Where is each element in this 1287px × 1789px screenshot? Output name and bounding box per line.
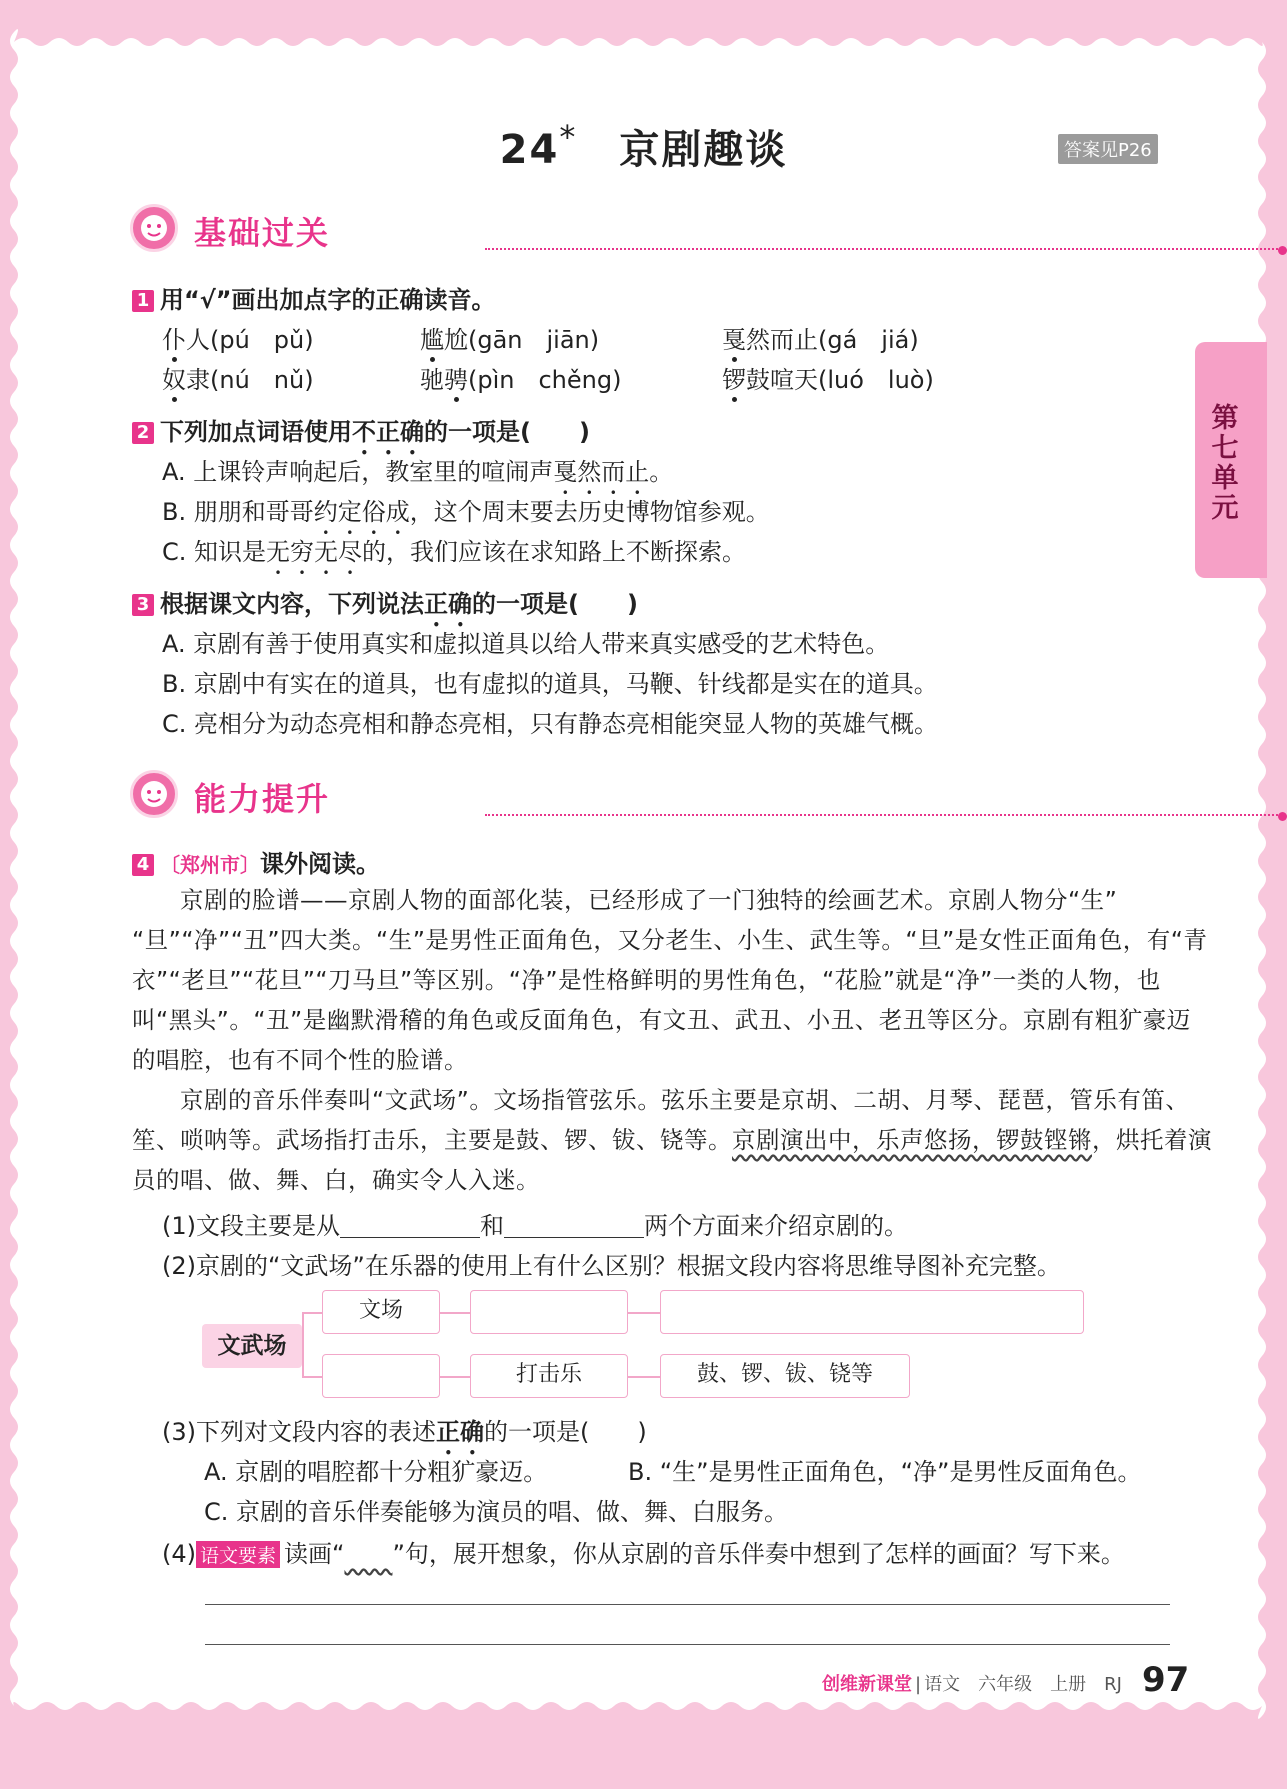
q4-sub4: (4) 语文要素 读画“ ”句，展开想象，你从京剧的音乐伴奏中想到了怎样的画面？写下来。 <box>162 1540 1125 1568</box>
section-header-basic <box>130 204 1170 256</box>
q4-sub1: (1)文段主要是从 和 两个方面来介绍京剧的。 <box>162 1212 908 1240</box>
answer-reference-badge: 答案见P26 <box>1058 134 1158 164</box>
passage-line: 叫“黑头”。“丑”是幽默滑稽的角色或反面角色，有文丑、武丑、小丑、老丑等区分。京剧有粗犷豪迈 <box>132 1006 1191 1034</box>
q1-item: 尴尬(gān jiān) <box>420 326 600 354</box>
answer-blank[interactable] <box>504 1217 644 1238</box>
q1-item: 锣鼓喧天(luó luò) <box>722 366 934 394</box>
unit-side-tab-label: 第七单元 <box>1211 403 1239 524</box>
section-header-advanced <box>130 770 1170 822</box>
answer-line[interactable] <box>205 1604 1170 1605</box>
passage-line: 笙、唢呐等。武场指打击乐，主要是鼓、锣、钹、铙等。京剧演出中，乐声悠扬，锣鼓铿锵，烘托着演 <box>132 1126 1212 1154</box>
title-text: 京剧趣谈 <box>619 127 788 173</box>
section-dots-decoration <box>1278 806 1287 825</box>
question-4-prompt: 4 〔郑州市〕课外阅读。 <box>132 844 380 879</box>
region-tag: 〔郑州市〕 <box>160 853 260 877</box>
mindmap-connector <box>302 1376 322 1378</box>
answer-line[interactable] <box>205 1644 1170 1645</box>
q4-sub3: (3)下列对文段内容的表述正确的一项是( ) <box>162 1418 647 1446</box>
element-tag: 语文要素 <box>196 1541 280 1568</box>
q2-option-a: A. 上课铃声响起后，教室里的喧闹声戛然而止。 <box>162 458 674 486</box>
passage-line: 的唱腔，也有不同个性的脸谱。 <box>132 1046 468 1074</box>
q3-option-c: C. 亮相分为动态亮相和静态亮相，只有静态亮相能突显人物的英雄气概。 <box>162 710 939 738</box>
mindmap-connector <box>628 1376 660 1378</box>
mindmap-connector <box>302 1312 304 1378</box>
question-1-prompt <box>132 280 496 315</box>
question-3-prompt: 3 根据课文内容，下列说法正确的一项是( ) <box>132 584 638 632</box>
passage-line: 京剧的音乐伴奏叫“文武场”。文场指管弦乐。弦乐主要是京胡、二胡、月琴、琵琶，管乐有笛、 <box>180 1086 1190 1114</box>
question-number: 3 <box>132 594 154 616</box>
q3-option-b: B. 京剧中有实在的道具，也有虚拟的道具，马鞭、针线都是实在的道具。 <box>162 670 938 698</box>
question-number: 4 <box>132 854 154 876</box>
section-divider <box>485 248 1285 250</box>
title-star: * <box>559 118 578 156</box>
passage-line: 衣”“老旦”“花旦”“刀马旦”等区别。“净”是性格鲜明的男性角色，“花脸”就是“净”一类的人物，也 <box>132 966 1161 994</box>
footer-book-info: 语文 六年级 上册 RJ <box>924 1674 1122 1695</box>
question-text: 用“√”画出加点字的正确读音。 <box>160 286 496 314</box>
wavy-underlined-sentence: 京剧演出中，乐声悠扬，锣鼓铿锵 <box>732 1126 1092 1154</box>
mindmap-node-bottom-left[interactable] <box>322 1354 440 1398</box>
question-number: 2 <box>132 422 154 444</box>
question-2-prompt: 2 下列加点词语使用不正确的一项是( ) <box>132 412 590 460</box>
answer-blank[interactable] <box>340 1217 480 1238</box>
mindmap-node-top-right[interactable] <box>660 1290 1084 1334</box>
q4-sub3-option-b: B. “生”是男性正面角色，“净”是男性反面角色。 <box>628 1458 1142 1486</box>
title-number: 24 <box>499 127 560 173</box>
passage-line: 员的唱、做、舞、白，确实令人入迷。 <box>132 1166 540 1194</box>
q1-item: 驰骋(pìn chěng) <box>420 366 622 394</box>
mindmap-node-bottom-right: 鼓、锣、钹、铙等 <box>660 1354 910 1398</box>
q4-sub3-option-a: A. 京剧的唱腔都十分粗犷豪迈。 <box>204 1458 548 1486</box>
footer-info: 创维新课堂 | 语文 六年级 上册 RJ <box>822 1674 1122 1695</box>
mindmap-connector <box>628 1312 660 1314</box>
footer-brand: 创维新课堂 <box>822 1674 912 1695</box>
mindmap-node-bottom-mid: 打击乐 <box>470 1354 628 1398</box>
q1-item: 仆人(pú pǔ) <box>162 326 314 354</box>
q4-sub2: (2)京剧的“文武场”在乐器的使用上有什么区别？根据文段内容将思维导图补充完整。 <box>162 1252 1061 1280</box>
mindmap-connector <box>302 1312 322 1314</box>
q2-option-b: B. 朋朋和哥哥约定俗成，这个周末要去历史博物馆参观。 <box>162 498 770 526</box>
question-number: 1 <box>132 290 154 312</box>
mindmap-node-top-mid[interactable] <box>470 1290 628 1334</box>
passage-line: “旦”“净”“丑”四大类。“生”是男性正面角色，又分老生、小生、武生等。“旦”是女性正面角色，有“青 <box>132 926 1208 954</box>
section-title-basic: 基础过关 <box>194 214 331 252</box>
mindmap-connector <box>440 1376 470 1378</box>
cartoon-face-icon <box>130 770 178 818</box>
cartoon-face-icon <box>130 204 178 252</box>
mindmap-center: 文武场 <box>202 1324 302 1368</box>
section-title-advanced: 能力提升 <box>194 780 331 818</box>
reading-passage <box>132 880 1212 1200</box>
passage-line: 京剧的脸谱——京剧人物的面部化装，已经形成了一门独特的绘画艺术。京剧人物分“生” <box>180 886 1118 914</box>
page-number: 97 <box>1142 1660 1190 1700</box>
mindmap-node-top-left: 文场 <box>322 1290 440 1334</box>
q1-item: 奴隶(nú nǔ) <box>162 366 314 394</box>
q4-sub3-option-c: C. 京剧的音乐伴奏能够为演员的唱、做、舞、白服务。 <box>204 1498 789 1526</box>
q1-item: 戛然而止(gá jiá) <box>722 326 919 354</box>
mindmap-connector <box>440 1312 470 1314</box>
section-dots-decoration <box>1278 240 1287 259</box>
section-divider <box>485 814 1285 816</box>
q2-option-c: C. 知识是无穷无尽的，我们应该在求知路上不断探索。 <box>162 538 747 566</box>
q3-option-a: A. 京剧有善于使用真实和虚拟道具以给人带来真实感受的艺术特色。 <box>162 630 890 658</box>
